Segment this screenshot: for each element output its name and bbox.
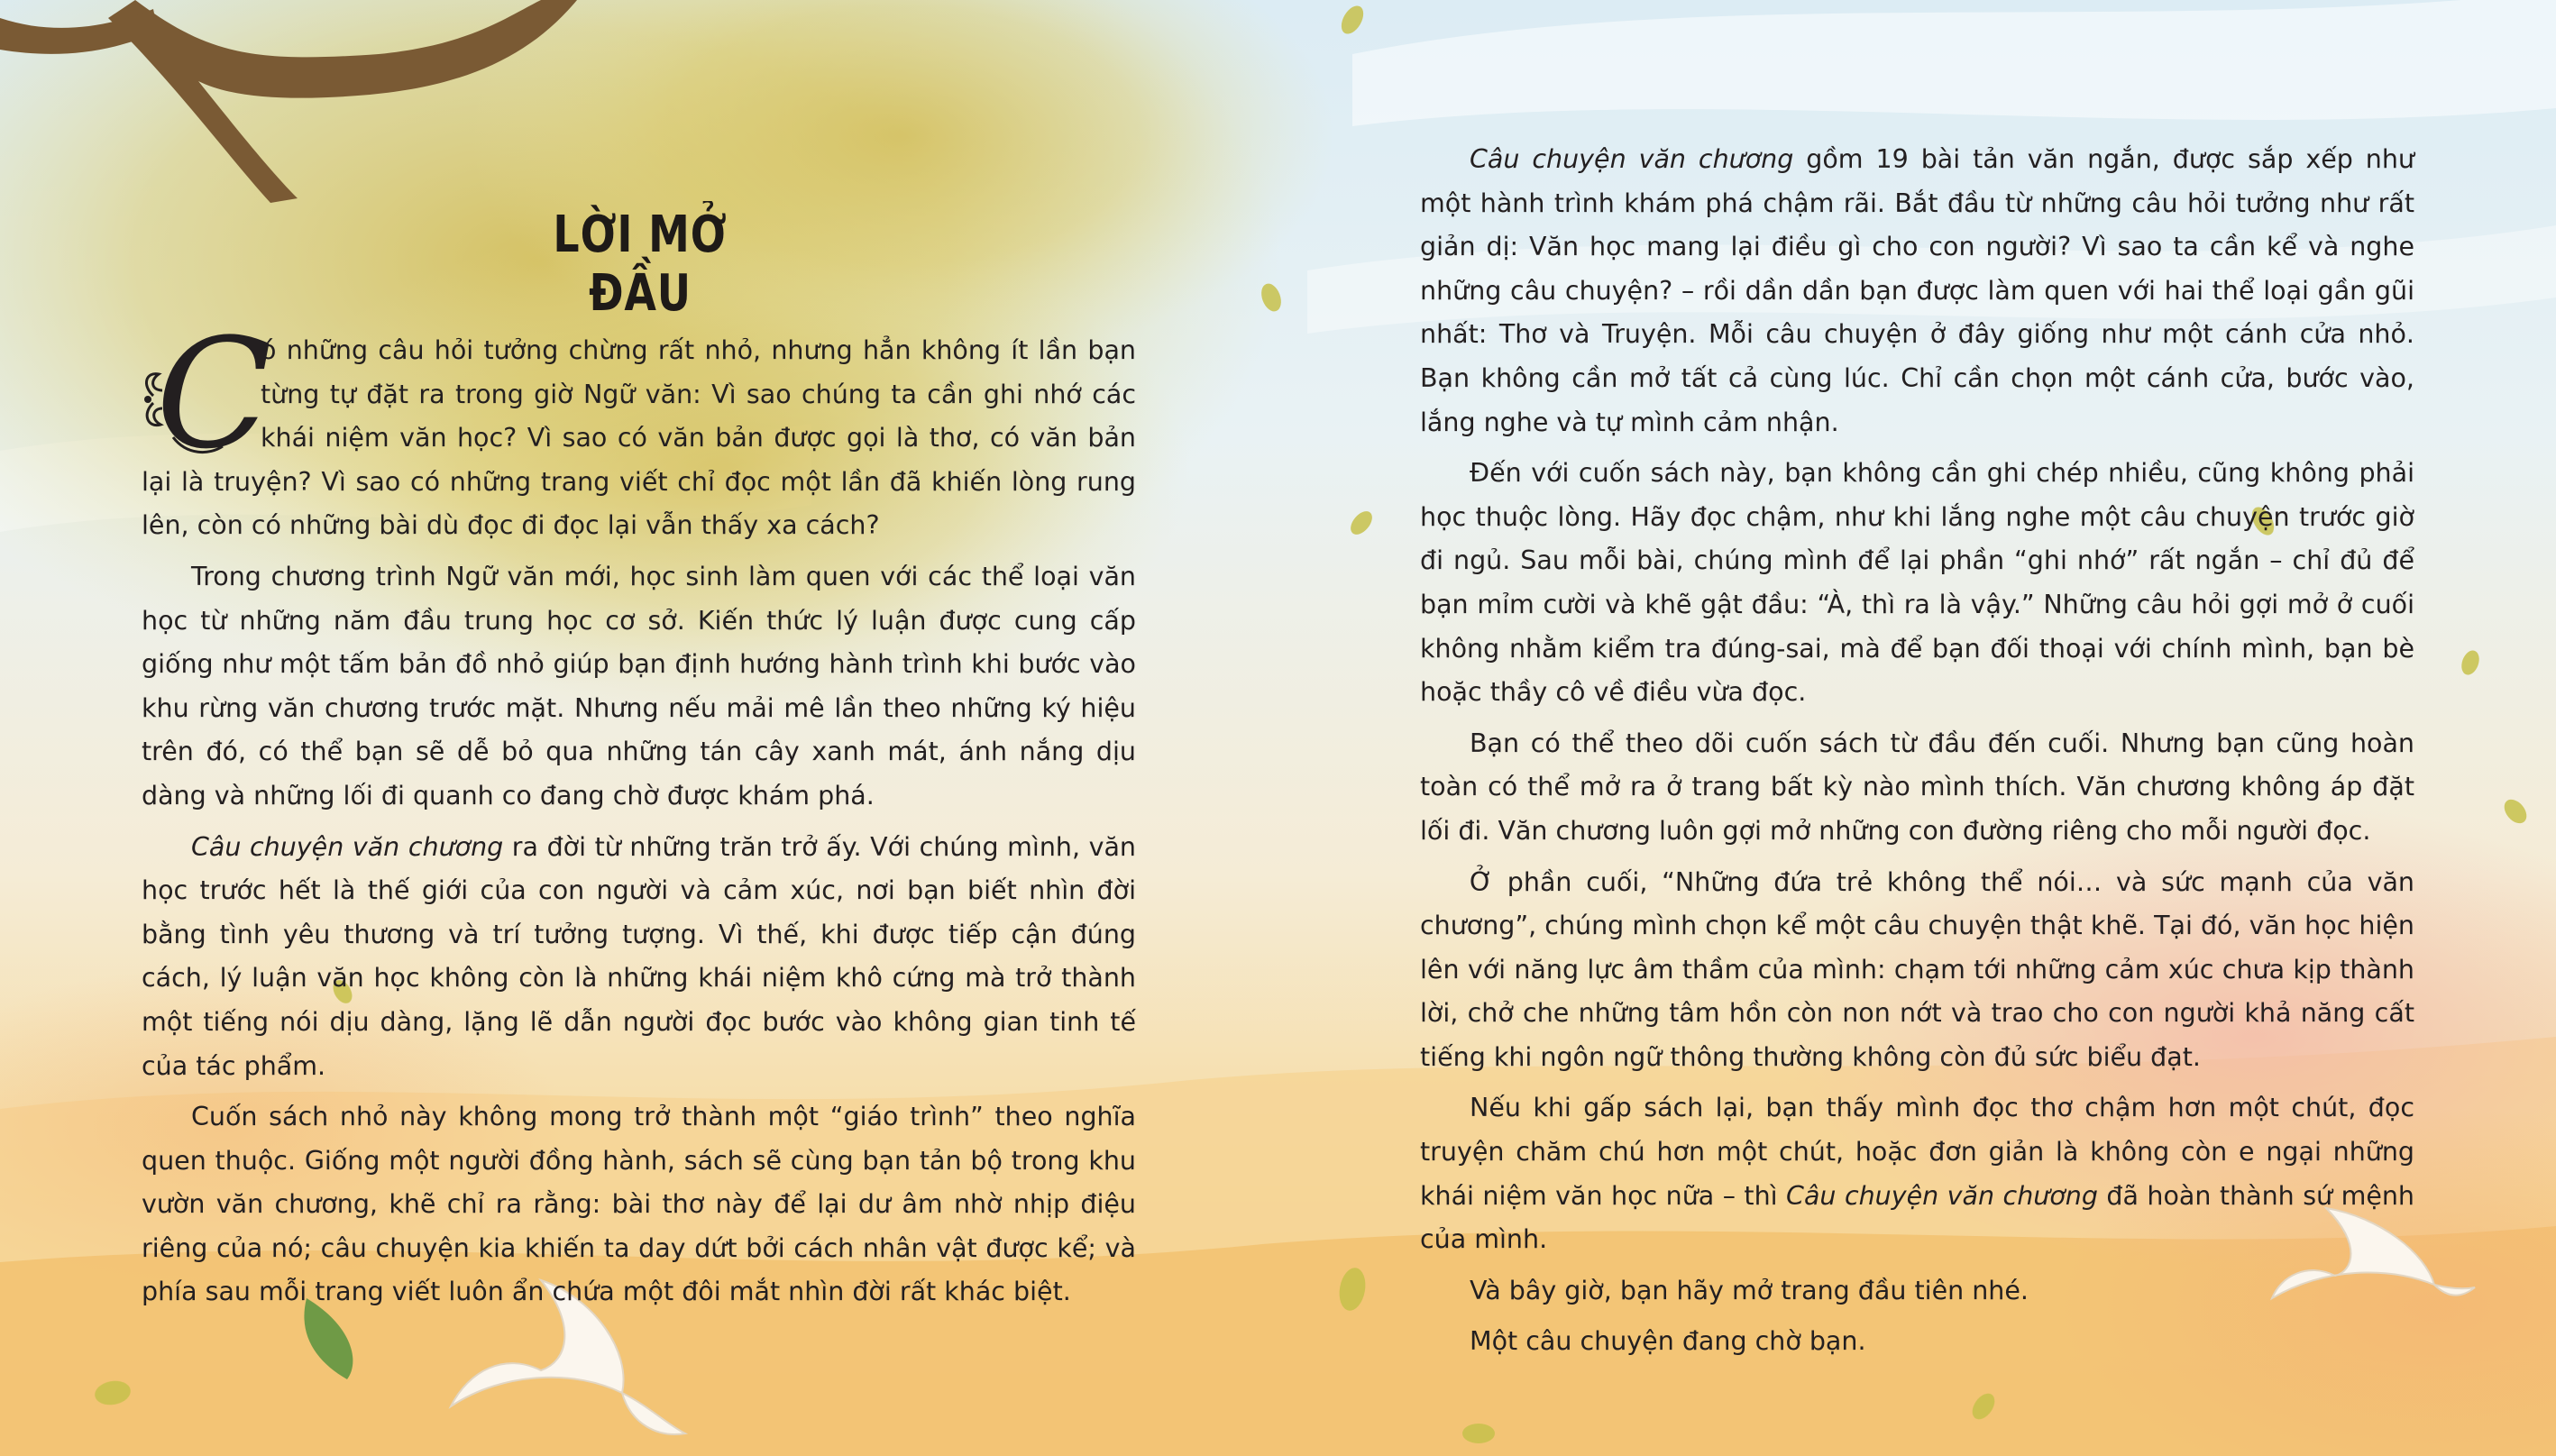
drop-cap-letter: C	[156, 306, 272, 482]
book-title-italic: Câu chuyện văn chương	[1470, 144, 1794, 174]
book-title-italic: Câu chuyện văn chương	[1786, 1180, 2098, 1211]
page-title: LỜI MỞ ĐẦU	[553, 206, 728, 323]
drop-cap	[142, 306, 272, 482]
paragraph-text: Nếu khi gấp sách lại, bạn thấy mình đọc thơ chậm hơn một chút, đọc truyện chăm chú hơn một chút, hoặc đơn giản là không còn e ngại những khái niệm văn học nữa – thì	[1420, 1093, 2414, 1211]
paragraph: Cuốn sách nhỏ này không mong trở thành một “giáo trình” theo nghĩa quen thuộc. Giống một người đồng hành, sách sẽ cùng bạn tản bộ trong khu vườn văn chương, khẽ chỉ ra rằng: bài thơ này để lại dư âm nhờ nhịp điệu riêng của nó; câu chuyện kia khiến ta day dứt bởi cách nhân vật được kể; và phía sau mỗi trang viết luôn ẩn chứa một đôi mắt nhìn đời rất khác biệt.	[142, 1102, 1136, 1307]
paragraph: Trong chương trình Ngữ văn mới, học sinh làm quen với các thể loại văn học từ những năm đầu trung học cơ sở. Kiến thức lý luận được cung cấp giống như một tấm bản đồ nhỏ giúp bạn định hướng hành trình khi bước vào khu rừng văn chương trước mặt. Nhưng nếu mải mê lần theo những ký hiệu trên đó, có thể bạn sẽ dễ bỏ qua những tán cây xanh mát, ánh nắng dịu dàng và những lối đi quanh co đang chờ được khám phá.	[142, 561, 1136, 810]
paragraph: Và bây giờ, bạn hãy mở trang đầu tiên nhé.	[1470, 1275, 2029, 1305]
paragraph-text: ó những câu hỏi tưởng chừng rất nhỏ, nhưng hẳn không ít lần bạn từng tự đặt ra trong giờ Ngữ văn: Vì sao chúng ta cần ghi nhớ các khái niệm văn học? Vì sao có văn bản được gọi là thơ, có văn bản lại là truyện? Vì sao có những trang viết chỉ đọc một lần đã khiến lòng rung lên, còn có những bài dù đọc đi đọc lại vẫn thấy xa cách?	[142, 335, 1136, 541]
paragraph: Một câu chuyện đang chờ bạn.	[1470, 1326, 1866, 1357]
paragraph	[1420, 138, 2414, 444]
paragraph: Ở phần cuối, “Những đứa trẻ không thể nói… và sức mạnh của văn chương”, chúng mình chọn kể một câu chuyện thật khẽ. Tại đó, văn học hiện lên với năng lực âm thầm của mình: chạm tới những cảm xúc chưa kịp thành lời, chở che những tâm hồn còn non nớt và trao cho con người khả năng cất tiếng khi ngôn ngữ thông thường không còn đủ sức biểu đạt.	[1420, 866, 2414, 1072]
paragraph	[1420, 1086, 2414, 1261]
paragraph: Bạn có thể theo dõi cuốn sách từ đầu đến cuối. Nhưng bạn cũng hoàn toàn có thể mở ra ở trang bất kỳ nào mình thích. Văn chương không áp đặt lối đi. Văn chương luôn gợi mở những con đường riêng cho mỗi người đọc.	[1420, 728, 2414, 846]
paragraph	[142, 826, 1136, 1089]
paragraph-text: gồm 19 bài tản văn ngắn, được sắp xếp như một hành trình khám phá chậm rãi. Bắt đầu từ những câu hỏi tưởng như rất giản dị: Văn học mang lại điều gì cho con người? Vì sao ta cần kể và nghe những câu chuyện? – rồi dần dần bạn được làm quen với hai thể loại gần gũi nhất: Thơ và Truyện. Mỗi câu chuyện ở đây giống như một cánh cửa nhỏ. Bạn không cần mở tất cả cùng lúc. Chỉ cần chọn một cánh cửa, bước vào, lắng nghe và tự mình cảm nhận.	[1420, 144, 2414, 437]
paragraph: Đến với cuốn sách này, bạn không cần ghi chép nhiều, cũng không phải học thuộc lòng. Hãy đọc chậm, như khi lắng nghe một câu chuyện trước giờ đi ngủ. Sau mỗi bài, chúng mình để lại phần “ghi nhớ” rất ngắn – chỉ đủ để bạn mỉm cười và khẽ gật đầu: “À, thì ra là vậy.” Những câu hỏi gợi mở ở cuối không nhằm kiểm tra đúng-sai, mà để bạn đối thoại với chính mình, bạn bè hoặc thầy cô về điều vừa đọc.	[1420, 458, 2414, 708]
left-page-text	[142, 306, 1136, 1322]
right-page-text	[1420, 138, 2414, 1371]
paragraph-text: ra đời từ những trăn trở ấy. Với chúng mình, văn học trước hết là thế giới của con người và cảm xúc, nơi bạn biết nhìn đời bằng tình yêu thương và trí tưởng tượng. Vì thế, khi được tiếp cận đúng cách, lý luận văn học không còn là những khái niệm khô cứng mà trở thành một tiếng nói dịu dàng, lặng lẽ dẫn người đọc bước vào không gian tinh tế của tác phẩm.	[142, 831, 1136, 1081]
cloud-streak	[1352, 0, 2556, 126]
paragraph	[142, 306, 1136, 548]
book-title-italic: Câu chuyện văn chương	[191, 831, 504, 862]
paragraph-text: đã hoàn thành sứ mệnh của mình.	[1420, 1180, 2414, 1255]
